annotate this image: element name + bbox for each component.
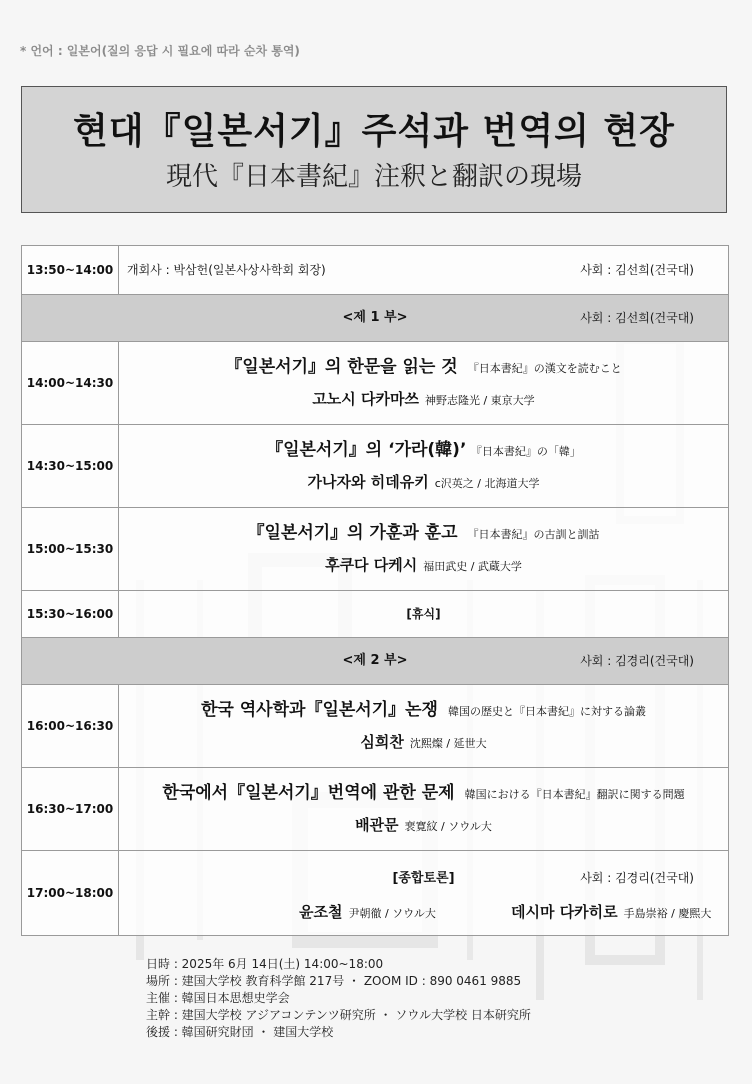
break-label: [휴식] [406,607,441,621]
discussion-row [22,851,729,936]
time-cell: 16:30~17:00 [22,768,119,851]
page-title-korean: 현대『일본서기』주석과 번역의 현장 [73,111,675,152]
event-organizer: 主幹 : 建国大学校 アジアコンテンツ研究所 ・ ソウル大学校 日本研究所 [146,1008,531,1022]
speaker-name: 심희찬 [360,733,404,751]
moderator: 사회 : 김선희(건국대) [580,263,694,277]
talk-title-japanese: 『日本書紀』の漢文を読むこと [467,362,622,375]
section-header-part2 [22,638,729,685]
speaker-name: 고노시 다카마쓰 [312,390,419,408]
speaker-affiliation: c沢英之 / 北海道大学 [434,477,540,490]
opening-remarks: 개회사 : 박삼헌(일본사상사학회 회장) [127,263,326,277]
event-place: 場所 : 建国大学校 教育科学館 217号 ・ ZOOM ID : 890 0461 9885 [146,974,522,988]
speaker-affiliation: 神野志隆光 / 東京大学 [424,394,535,407]
speaker-affiliation: 福田武史 / 武蔵大学 [423,560,522,573]
event-sponsor: 後援 : 韓国研究財団 ・ 建国大学校 [146,1025,334,1039]
language-note: * 언어 : 일본어(질의 응답 시 필요에 따라 순차 통역) [20,44,300,58]
event-info [146,956,531,1041]
talk-row [22,768,729,851]
break-row [22,591,729,638]
talk-title: 『일본서기』의 한문을 읽는 것 [225,357,458,377]
talk-title-japanese: 『日本書紀』の古訓と訓詁 [467,528,600,541]
talk-title: 『일본서기』의 가훈과 훈고 [247,523,458,543]
talk-title-japanese: 韓国における『日本書紀』翻訳に関する問題 [464,788,685,801]
time-cell: 13:50~14:00 [22,246,119,295]
panelist-name: 윤조철 [299,903,343,921]
page-title-japanese: 現代『日本書紀』注釈と翻訳の現場 [165,162,582,192]
event-date: 日時 : 2025年 6月 14日(土) 14:00~18:00 [146,957,384,971]
speaker-name: 후쿠다 다케시 [325,556,418,574]
opening-row [22,246,729,295]
time-cell: 14:00~14:30 [22,342,119,425]
time-cell: 15:00~15:30 [22,508,119,591]
panelist-affiliation: 手島崇裕 / 慶熙大 [623,907,712,920]
section-title: <제 2 부> [342,653,408,668]
event-host: 主催 : 韓国日本思想史学会 [146,991,290,1005]
title-banner [21,86,727,213]
schedule-table [21,245,729,936]
moderator: 사회 : 김경리(건국대) [580,654,694,668]
talk-row [22,508,729,591]
time-cell: 15:30~16:00 [22,591,119,638]
section-title: <제 1 부> [342,310,408,325]
talk-title: 『일본서기』의 ‘가라(韓)’ [266,440,467,460]
time-cell: 14:30~15:00 [22,425,119,508]
talk-title: 한국 역사학과『일본서기』논쟁 [201,700,438,720]
speaker-affiliation: 沈熙燦 / 延世大 [409,737,487,750]
discussion-title: [종합토론] [392,871,455,886]
section-header-part1 [22,295,729,342]
talk-row [22,342,729,425]
talk-title-japanese: 『日本書紀』の「韓」 [476,445,581,458]
moderator: 사회 : 김선희(건국대) [580,311,694,325]
speaker-name: 가나자와 히데유키 [307,473,429,491]
speaker-affiliation: 裵寛紋 / ソウル大 [404,820,492,833]
talk-row [22,685,729,768]
moderator: 사회 : 김경리(건국대) [580,871,694,885]
talk-title: 한국에서『일본서기』번역에 관한 문제 [162,783,455,803]
talk-row [22,425,729,508]
panelist-affiliation: 尹朝徹 / ソウル大 [348,907,436,920]
speaker-name: 배관문 [355,816,399,834]
time-cell: 17:00~18:00 [22,851,119,936]
panelist-name: 데시마 다카히로 [511,903,618,921]
time-cell: 16:00~16:30 [22,685,119,768]
talk-title-japanese: 韓国の歴史と『日本書紀』に対する論叢 [447,705,646,718]
